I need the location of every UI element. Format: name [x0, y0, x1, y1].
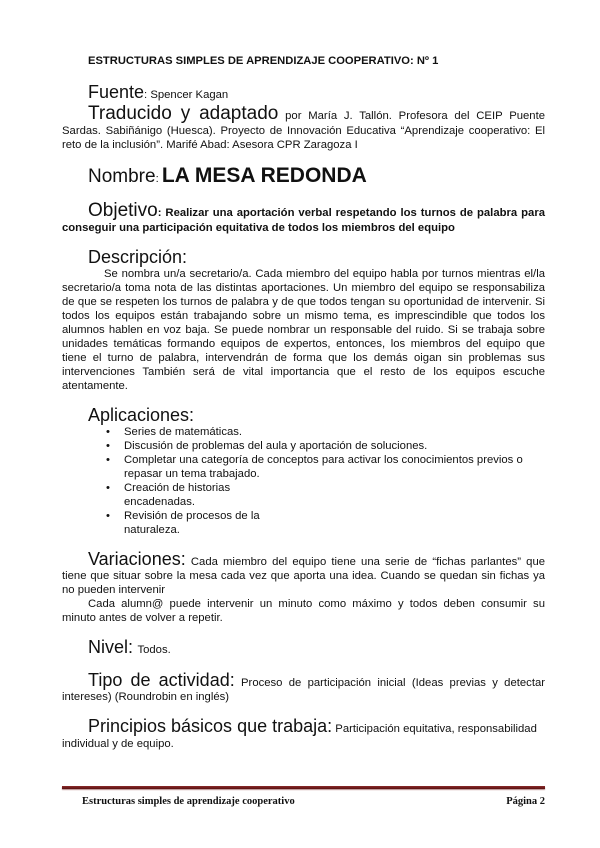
variaciones-value-2: Cada alumn@ puede intervenir un minuto como máximo y todos deben consumir su minuto antes de volver a repetir. [62, 598, 545, 624]
nivel-value: Todos. [137, 644, 171, 656]
tipo-label: Tipo de actividad: [88, 670, 235, 690]
variaciones-section [62, 549, 545, 625]
list-item: • Discusión de problemas del aula y aportación de soluciones. [124, 439, 544, 453]
list-item: • Series de matemáticas. [124, 425, 544, 439]
objetivo-section: Objetivo: Realizar una aportación verbal respetando los turnos de palabra para conseguir una participación equitativa de todos los miembros del equipo [62, 200, 545, 234]
tipo-value: Proceso de participación inicial (Ideas previas y detectar intereses) (Roundrobin en inglés) [62, 677, 546, 703]
objetivo-label: Objetivo [88, 200, 158, 221]
variaciones-value: Cada miembro del equipo tiene una serie de “fichas parlantes” que tiene que situar sobre la mesa cada vez que aporta una idea. Cuando se quedan sin fichas ya no pueden intervenir [62, 556, 546, 596]
tipo-section [62, 670, 545, 704]
list-item: • Revisión de procesos de la naturaleza. [124, 509, 284, 537]
principios-section [62, 716, 545, 752]
list-item: • Completar una categoría de conceptos para activar los conocimientos previos o repasar un tema trabajado. [124, 453, 544, 481]
nombre-label: Nombre [88, 166, 156, 187]
principios-label: Principios básicos que trabaja: [88, 716, 333, 736]
traducido-value: por María J. Tallón. Profesora del CEIP Puente Sardas. Sabiñánigo (Huesca). Proyecto de Innovación Educativa “Aprendizaje cooperativo: El reto de la inclusión”. Marifé Abad: Asesora CPR Zaragoza I [62, 110, 546, 151]
page-number: Página 2 [506, 796, 545, 807]
nivel-section [62, 637, 545, 658]
document-title: ESTRUCTURAS SIMPLES DE APRENDIZAJE COOPERATIVO: Nº 1 [88, 55, 439, 67]
aplicaciones-label: Aplicaciones: [88, 405, 195, 425]
nivel-label: Nivel: [88, 637, 134, 657]
objetivo-value: Realizar una aportación verbal respetando los turnos de palabra para conseguir una participación equitativa de todos los miembros del equipo [62, 207, 545, 234]
fuente-section: Fuente: Spencer Kagan [88, 82, 229, 102]
fuente-label: Fuente [88, 82, 145, 102]
traducido-section [62, 103, 545, 152]
traducido-label: Traducido y adaptado [88, 103, 279, 124]
fuente-value: Spencer Kagan [150, 89, 229, 101]
footer-title: Estructuras simples de aprendizaje cooperativo [82, 796, 295, 807]
aplicaciones-list [62, 425, 544, 537]
nombre-value: LA MESA REDONDA [161, 164, 367, 187]
list-item: • Creación de historias encadenadas. [124, 481, 284, 509]
principios-value: Participación equitativa, responsabilidad individual y de equipo. [62, 723, 537, 750]
variaciones-label: Variaciones: [88, 549, 186, 569]
descripcion-text: Se nombra un/a secretario/a. Cada miembro del equipo habla por turnos mientras el/la secretario/a toma nota de las distintas aportaciones. Un miembro del equipo se responsabiliza de que se respeten los turnos de palabra y de que todos tengan su oportunidad de intervenir. Si todos los equipos están trabajando sobre un mismo tema, es imprescindible que todos los alumnos hablen en voz baja. Se puede nombrar un responsable del ruido. Si se trabaja sobre unidades temáticas formando equipos de expertos, entonces, los miembros del equipo que tiene el turno de palabra, intervendrán de forma que los demás oigan sin problemas sus intervenciones También será de vital importancia que el resto de los equipos escuche atentamente. [62, 268, 545, 392]
descripcion-label: Descripción: [88, 247, 188, 267]
nombre-section: Nombre: LA MESA REDONDA [88, 164, 367, 187]
footer [62, 772, 545, 808]
